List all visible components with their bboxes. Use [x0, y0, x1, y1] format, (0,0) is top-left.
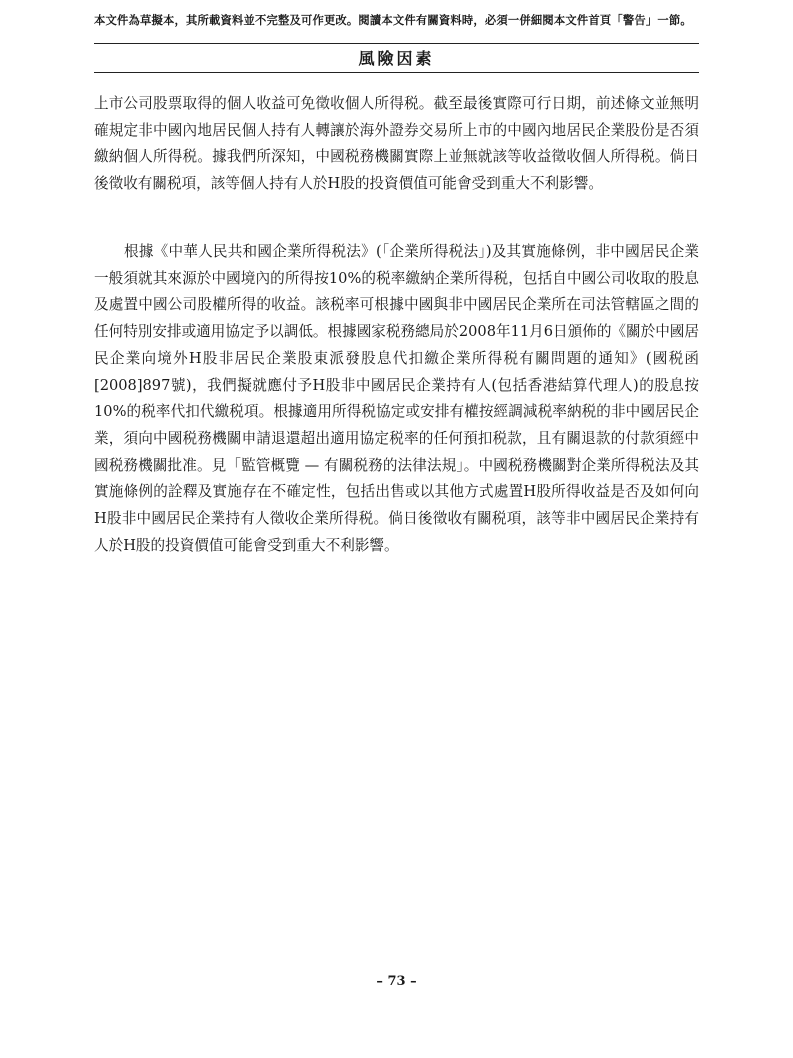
header-rule-top — [94, 43, 699, 44]
body-paragraph-1: 上市公司股票取得的個人收益可免徵收個人所得税。截至最後實際可行日期，前述條文並無明確規定非中國內地居民個人持有人轉讓於海外證券交易所上市的中國內地居民企業股份是否須繳納個人所得税。據我們所深知，中國税務機關實際上並無就該等收益徵收個人所得税。倘日後徵收有關税項，該等個人持有人於H股的投資價值可能會受到重大不利影響。 — [94, 95, 699, 193]
draft-disclaimer: 本文件為草擬本，其所載資料並不完整及可作更改。閱讀本文件有關資料時，必須一併細閱本文件首頁「警告」一節。 — [94, 13, 692, 27]
body-paragraph-2: 根據《中華人民共和國企業所得税法》(「企業所得税法」)及其實施條例，非中國居民企業一般須就其來源於中國境內的所得按10%的税率繳納企業所得税，包括自中國公司收取的股息及處置中國公司股權所得的收益。該税率可根據中國與非中國居民企業所在司法管轄區之間的任何特別安排或適用協定予以調低。根據國家税務總局於2008年11月6日頒佈的《關於中國居民企業向境外H股非居民企業股東派發股息代扣繳企業所得税有關問題的通知》(國税函[2008]897號)，我們擬就應付予H股非中國居民企業持有人(包括香港結算代理人)的股息按10%的税率代扣代繳税項。根據適用所得税協定或安排有權按經調減税率納税的非中國居民企業，須向中國税務機關申請退還超出適用協定税率的任何預扣税款，且有關退款的付款須經中國税務機關批准。見「監管概覽 — 有關税務的法律法規」。中國税務機關對企業所得税法及其實施條例的詮釋及實施存在不確定性，包括出售或以其他方式處置H股所得收益是否及如何向H股非中國居民企業持有人徵收企業所得税。倘日後徵收有關税項，該等非中國居民企業持有人於H股的投資價值可能會受到重大不利影響。 — [94, 243, 699, 554]
header-rule-bottom — [94, 72, 699, 73]
page-number: – 73 – — [376, 974, 417, 989]
section-title: 風險因素 — [358, 49, 435, 68]
